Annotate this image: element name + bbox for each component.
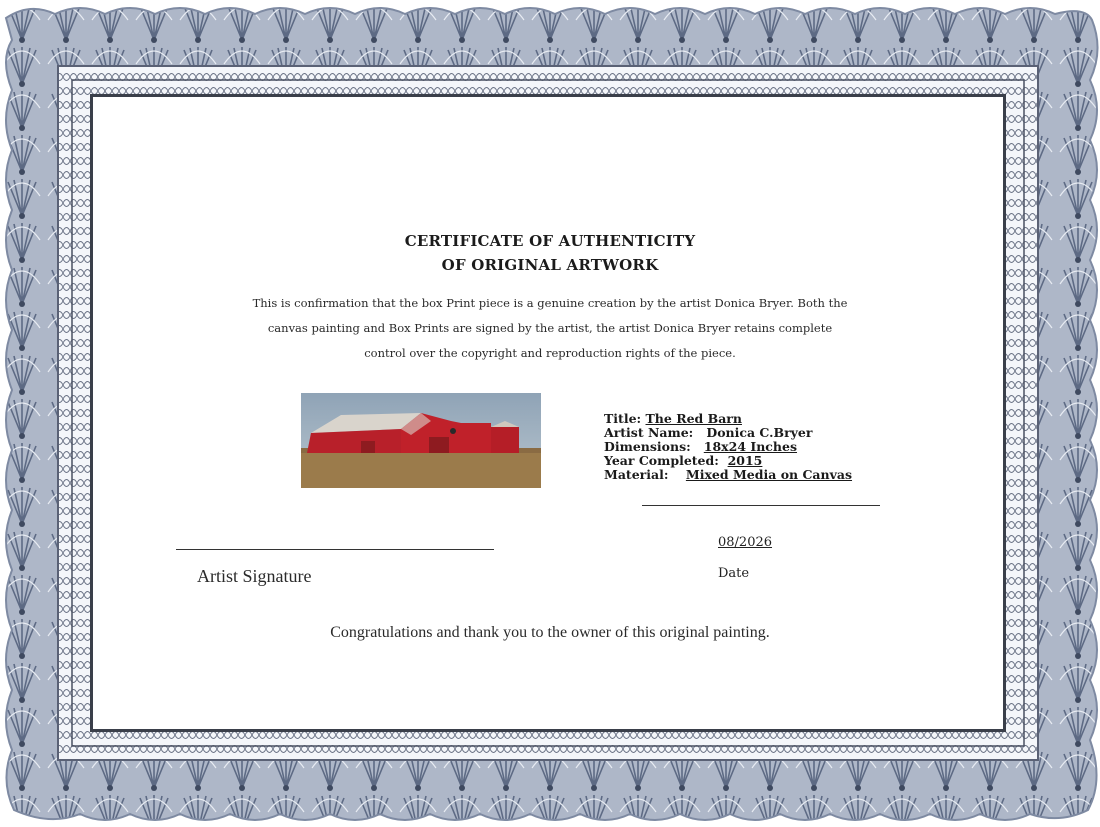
date-value: 08/2026 — [718, 535, 773, 550]
certificate-body-line-3: control over the copyright and reproduction rights of the piece. — [364, 346, 736, 360]
detail-material: Material: Mixed Media on Canvas — [604, 467, 853, 482]
year-value: 2015 — [727, 453, 763, 468]
dimensions-value: 18x24 Inches — [703, 439, 798, 454]
detail-dimensions: Dimensions: 18x24 Inches — [604, 439, 798, 454]
signature-label: Artist Signature — [197, 566, 312, 586]
artwork-image — [301, 393, 541, 488]
date-label: Date — [718, 566, 750, 581]
certificate-subtitle: OF ORIGINAL ARTWORK — [441, 256, 659, 274]
details-underline — [642, 505, 880, 506]
artist-value: Donica C.Bryer — [706, 425, 813, 440]
detail-title: Title: The Red Barn — [604, 411, 742, 426]
closing-message: Congratulations and thank you to the owner of this original painting. — [330, 624, 770, 641]
certificate-body-line-2: canvas painting and Box Prints are signed by the artist, the artist Donica Bryer retains complete — [267, 321, 833, 335]
detail-artist: Artist Name: Donica C.Bryer — [604, 425, 813, 440]
detail-year: Year Completed: 2015 — [604, 453, 763, 468]
certificate-title: CERTIFICATE OF AUTHENTICITY — [404, 232, 696, 250]
title-value: The Red Barn — [645, 411, 742, 426]
signature-line — [176, 549, 494, 550]
certificate-body-line-1: This is confirmation that the box Print piece is a genuine creation by the artist Donica Bryer. Both the — [252, 296, 848, 310]
material-value: Mixed Media on Canvas — [685, 467, 853, 482]
